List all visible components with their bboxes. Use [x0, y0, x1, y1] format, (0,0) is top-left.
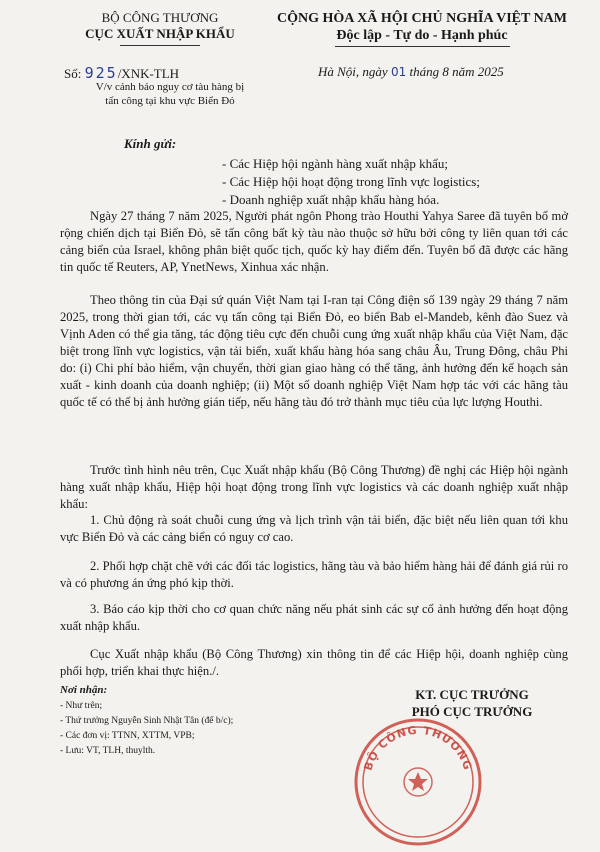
svg-text:BỘ CÔNG THƯƠNG	[362, 724, 475, 772]
body-paragraph-3: Trước tình hình nêu trên, Cục Xuất nhập khẩu (Bộ Công Thương) đề nghị các Hiệp hội ngành hàng xuất nhập khẩu, Hiệp hội hoạt động trong lĩnh vực logistics và các doanh nghiệp xuất nhập khẩu:	[60, 463, 568, 511]
document-subject: V/v cảnh báo nguy cơ tàu hàng bị tấn công tại khu vực Biển Đỏ	[95, 81, 245, 107]
seal-star-icon	[408, 772, 428, 791]
document-number: Số: 925/XNK-TLH	[64, 64, 180, 82]
handwritten-number: 925	[84, 64, 118, 82]
recipients-list	[222, 155, 480, 209]
department-name: CỤC XUẤT NHẬP KHẨU	[85, 26, 235, 41]
issuer-header	[40, 10, 280, 46]
national-motto: Độc lập - Tự do - Hạnh phúc	[336, 28, 508, 43]
signer-title-2: PHÓ CỤC TRƯỞNG	[411, 704, 533, 719]
ministry-name: BỘ CÔNG THƯƠNG	[101, 10, 219, 25]
official-seal-stamp	[348, 712, 488, 852]
header-divider	[120, 45, 200, 46]
recipient-item: - Doanh nghiệp xuất nhập khẩu hàng hóa.	[222, 192, 440, 207]
motto-divider	[335, 46, 510, 47]
seal-text: BỘ CÔNG THƯƠNG	[361, 723, 475, 773]
cc-item: - Như trên;	[60, 701, 103, 711]
cc-label: Nơi nhận:	[60, 684, 108, 696]
place-date: Hà Nội, ngày 01 tháng 8 năm 2025	[318, 64, 504, 79]
body-paragraph-5: 2. Phối hợp chặt chẽ với các đối tác logistics, hãng tàu và bảo hiểm hàng hải để đánh giá rủi ro và có phương án ứng phó kịp thời.	[60, 559, 568, 590]
national-header	[262, 10, 582, 47]
recipient-item: - Các Hiệp hội hoạt động trong lĩnh vực logistics;	[222, 174, 480, 189]
cc-item: - Thứ trưởng Nguyễn Sinh Nhật Tân (để b/c);	[60, 716, 234, 726]
recipient-item: - Các Hiệp hội ngành hàng xuất nhập khẩu;	[222, 156, 448, 171]
body-paragraph-6: 3. Báo cáo kịp thời cho cơ quan chức năng nếu phát sinh các sự cố ảnh hưởng đến hoạt động xuất nhập khẩu.	[60, 602, 568, 633]
country-name: CỘNG HÒA XÃ HỘI CHỦ NGHĨA VIỆT NAM	[276, 11, 567, 26]
cc-item: - Các đơn vị: TTNN, XTTM, VPB;	[60, 731, 195, 741]
body-paragraph-1: Ngày 27 tháng 7 năm 2025, Người phát ngôn Phong trào Houthi Yahya Saree đã tuyên bố mở rộng chiến dịch tại Biển Đỏ, sẽ tấn công bất kỳ tàu nào thuộc sở hữu bởi công ty liên quan tới các cảng biển của Israel, không phân biệt quốc tịch, quốc kỳ hay điểm đến. Tuyên bố đã được các hãng tin quốc tế Reuters, AP, YnetNews, Xinhua xác nhận.	[60, 209, 568, 274]
body-paragraph-2: Theo thông tin của Đại sứ quán Việt Nam tại I-ran tại Công điện số 139 ngày 29 tháng 7 năm 2025, trong thời gian tới, các vụ tấn công tại Biển Đỏ, eo biển Bab el-Mandeb, kênh đào Suez và Vịnh Aden có thể gia tăng, tác động tiêu cực đến chuỗi cung ứng xuất nhập khẩu của Việt Nam, đặc biệt trong lĩnh vực logistics, vận tải biển, xuất khẩu hàng hóa sang châu Âu, Trung Đông, châu Phi do: (i) Chi phí bảo hiểm, vận chuyển, thời gian giao hàng có thể tăng, ảnh hưởng đến kế hoạch sản xuất - kinh doanh của doanh nghiệp; (ii) Một số doanh nghiệp Việt Nam hợp tác với các hãng tàu quốc tế có thể bị ảnh hưởng gián tiếp, nếu hãng tàu đó trở thành mục tiêu của lực lượng Houthi.	[60, 293, 568, 409]
cc-item: - Lưu: VT, TLH, thuylth.	[60, 746, 156, 756]
handwritten-day: 01	[390, 65, 407, 79]
body-paragraph-4: 1. Chủ động rà soát chuỗi cung ứng và lịch trình vận tải biển, đặc biệt nếu liên quan tới khu vực Biển Đỏ và các cảng biển có nguy cơ cao.	[60, 513, 568, 544]
body-paragraph-7: Cục Xuất nhập khẩu (Bộ Công Thương) xin thông tin để các Hiệp hội, doanh nghiệp cùng phối hợp, triển khai thực hiện./.	[60, 647, 568, 678]
signer-title-1: KT. CỤC TRƯỞNG	[415, 687, 529, 702]
recipients-label: Kính gửi:	[124, 136, 177, 151]
cc-list	[60, 699, 233, 759]
